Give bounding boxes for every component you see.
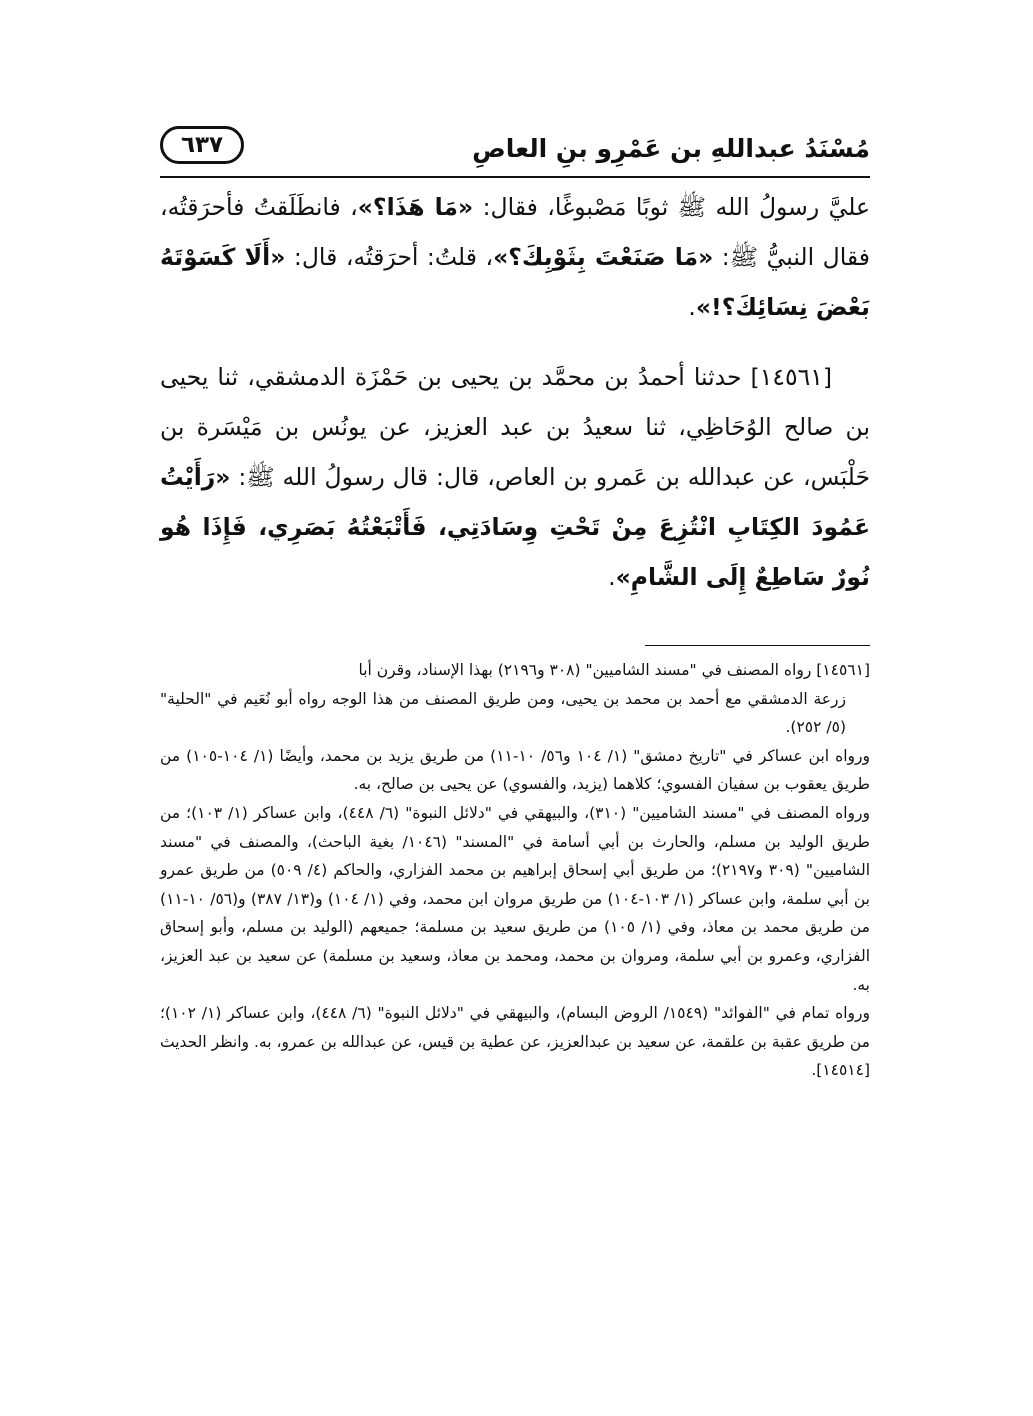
main-text xyxy=(160,182,870,602)
footnote-paragraph: ورواه تمام في "الفوائد" (١٥٤٩/ الروض البسام)، والبيهقي في "دلائل النبوة" (٦/ ٤٤٨)، وابن عساكر (١/ ١٠٢)؛ من طريق عقبة بن علقمة، عن سعيد بن عبدالعزيز، عن عطية بن قيس، عن عبدالله بن عمرو، به. وانظر الحديث [١٤٥١٤]. xyxy=(160,1004,871,1080)
hadith-quote: «مَا صَنَعْتَ بِثَوْبِكَ؟» xyxy=(493,243,714,271)
text-span: [١٤٥٦١] حدثنا أحمدُ بن محمَّد بن يحيى بن حَمْزَة الدمشقي، ثنا يحيى بن صالح الوُحَاظِي، ثنا سعيدُ بن عبد العزيز، عن يونُس بن مَيْسَرة بن حَلْبَس، عن عبدالله بن عَمرو بن العاص، قال: قال رسولُ الله ﷺ: xyxy=(160,363,870,491)
paragraph-continuation xyxy=(160,182,870,332)
page-number: ٦٣٧ xyxy=(160,126,244,164)
footnote-paragraph: زرعة الدمشقي مع أحمد بن محمد بن يحيى، ومن طريق المصنف من هذا الوجه رواه أبو نُعَيم في "الحلية" (٥/ ٢٥٢). xyxy=(160,689,846,737)
text-span: . xyxy=(688,293,696,321)
text-span: ، قلتُ: أحرَقتُه، قال: xyxy=(285,243,494,271)
running-title: مُسْنَدُ عبداللهِ بن عَمْرِو بنِ العاصِ xyxy=(472,134,870,163)
book-page xyxy=(160,0,870,1416)
header-rule xyxy=(160,176,870,178)
footnote-paragraph: ورواه المصنف في "مسند الشاميين" (٣١٠)، والبيهقي في "دلائل النبوة" (٦/ ٤٤٨)، وابن عساكر (١/ ١٠٣)؛ من طريق الوليد بن مسلم، والحارث بن أبي أسامة في "المسند" (١٠٤٦/ بغية الباحث)، والمصنف في "مسند الشاميين" (٣٠٩ و٢١٩٧)؛ من طريق أبي إسحاق إبراهيم بن محمد الفزاري، والحاكم (٤/ ٥٠٩) من طريق عمرو بن أبي سلمة، وابن عساكر (١/ ١٠٣-١٠٤) من طريق مروان ابن محمد، وفي (١/ ١٠٤) و(١٣/ ٣٨٧) و(٥٦/ ١٠-١١) من طريق محمد بن معاذ، وفي (١/ ١٠٥) من طريق سعيد بن مسلمة؛ جميعهم (الوليد بن مسلم، وأبو إسحاق الفزاري، وعمرو بن أبي سلمة، ومروان بن محمد، ومحمد بن معاذ، وسعيد بن مسلمة) عن سعيد بن عبد العزيز، به. xyxy=(160,803,871,994)
footnote-rule xyxy=(645,645,870,646)
footnote-paragraph: ورواه ابن عساكر في "تاريخ دمشق" (١/ ١٠٤ و٥٦/ ١٠-١١) من طريق يزيد بن محمد، وأيضًا (١/ ١٠٤-١٠٥) من طريق يعقوب بن سفيان الفسوي؛ كلاهما (يزيد، والفسوي) عن يحيى بن صالح، به. xyxy=(160,746,871,794)
hadith-quote: «رَأَيْتُ عَمُودَ الكِتَابِ انْتُزِعَ مِنْ تَحْتِ وِسَادَتِي، فَأَتْبَعْتُهُ بَصَرِي، فَإِذَا هُو نُورٌ سَاطِعٌ إِلَى الشَّامِ» xyxy=(160,463,870,591)
hadith-quote: «مَا هَذَا؟» xyxy=(357,193,474,221)
text-span: . xyxy=(608,563,616,591)
footnotes xyxy=(160,656,870,1085)
paragraph-hadith-14561 xyxy=(160,352,870,602)
footnote-lead: [١٤٥٦١] رواه المصنف في "مسند الشاميين" (٣٠٨ و٢١٩٦) بهذا الإسناد، وقرن أبا xyxy=(358,661,870,679)
hadith-quote: «أَلَا كَسَوْتَهُ بَعْضَ نِسَائِكَ؟!» xyxy=(160,243,870,321)
page-header xyxy=(160,126,870,174)
text-span: ، فانطَلَقتُ فأحرَقتُه، فقال النبيُّ ﷺ: xyxy=(160,193,871,271)
text-span: عليَّ رسولُ الله ﷺ ثوبًا مَصْبوغًا، فقال: xyxy=(473,193,870,221)
